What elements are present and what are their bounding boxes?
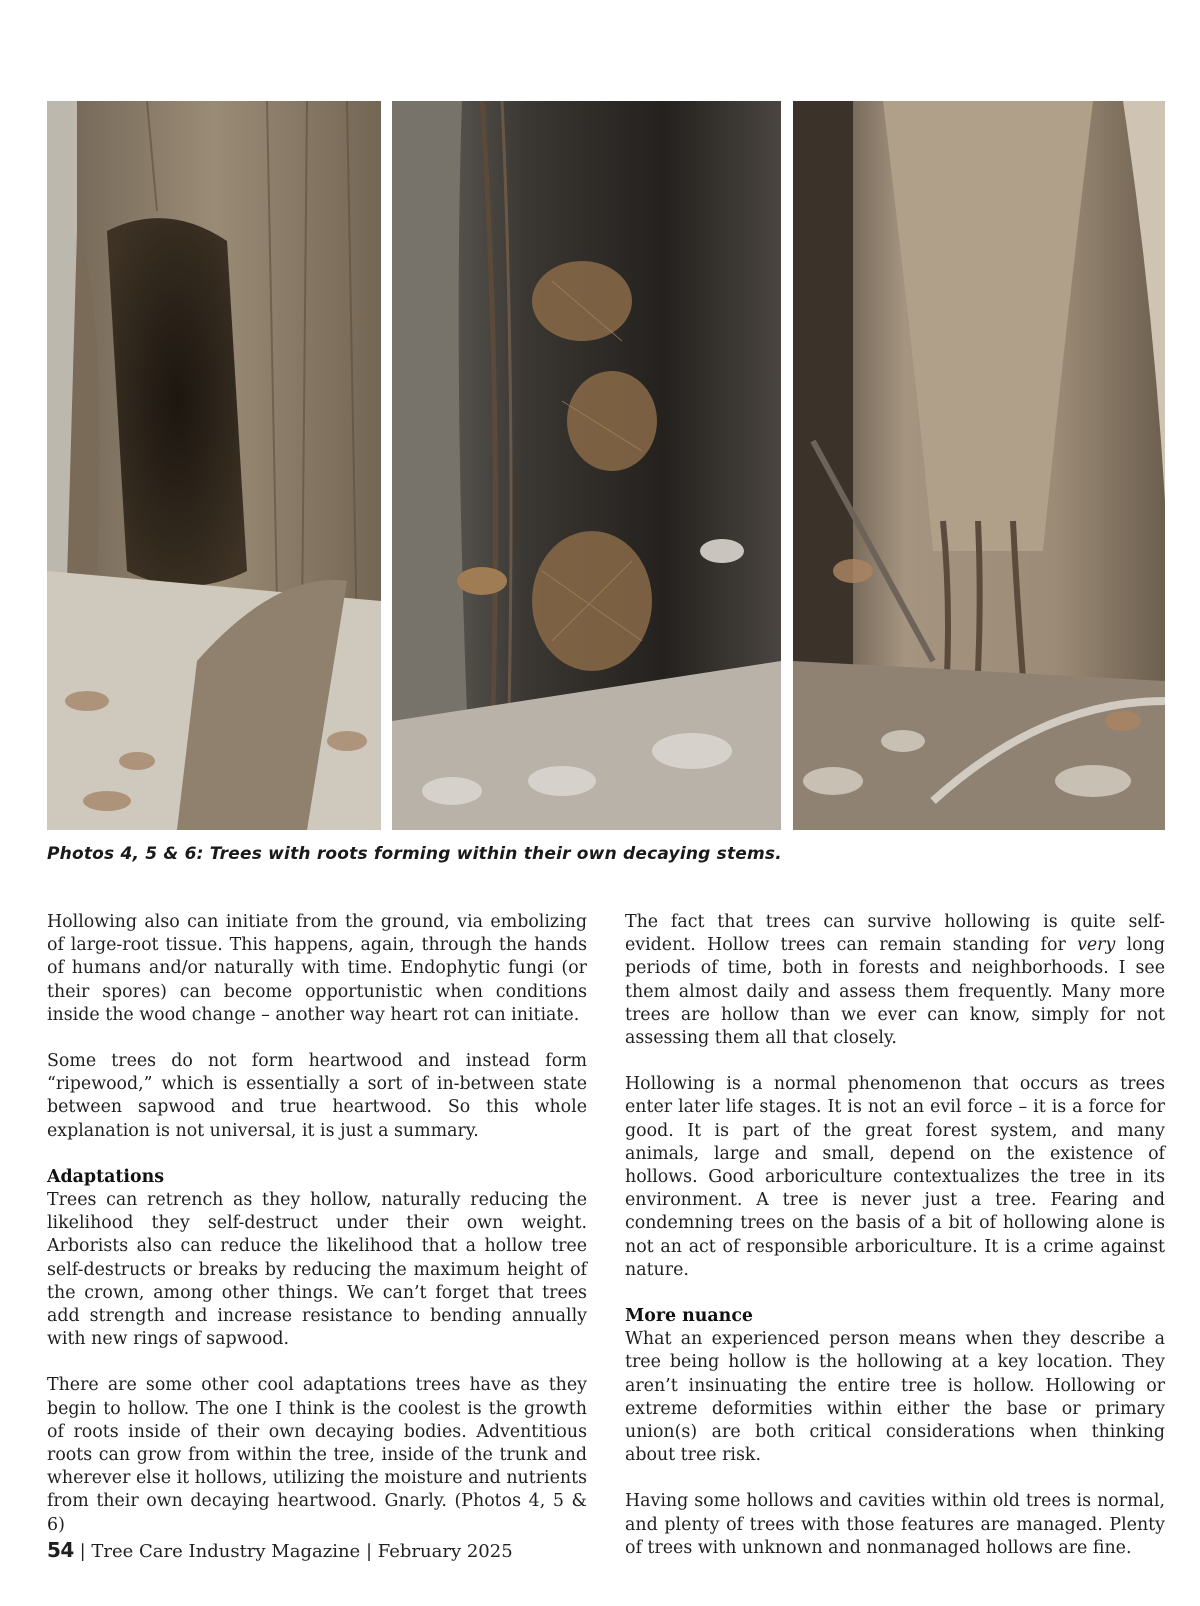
paragraph: Hollowing also can initiate from the ground, via embolizing of large-root tissue. This happens, again, through the hands of humans and/or naturally with time. Endophytic fungi (or their spores) can become opportunistic when conditions inside the wood change – another way heart rot can initiate.: [47, 912, 587, 1025]
page-number: 54: [47, 1538, 74, 1562]
issue-date: February 2025: [377, 1541, 513, 1562]
footer-separator: |: [365, 1541, 373, 1562]
photo-6: [793, 101, 1165, 830]
page-footer: [47, 1538, 513, 1562]
section-heading-more-nuance: More nuance: [625, 1306, 753, 1327]
text-span: long periods of time, both in forests and neighborhoods. I see them almost daily and assess them frequently. Many more trees are hollow than we ever can know, simply for not assessing them all that closely.: [625, 935, 1165, 1049]
paragraph: There are some other cool adaptations trees have as they begin to hollow. The one I think is the coolest is the growth of roots inside of their own decaying bodies. Adventitious roots can grow from within the tree, inside of the trunk and wherever else it hollows, utilizing the moisture and nutrients from their own decaying heartwood. Gnarly. (Photos 4, 5 & 6): [47, 1375, 587, 1535]
publication-name: Tree Care Industry Magazine: [91, 1541, 361, 1562]
paragraph: What an experienced person means when they describe a tree being hollow is the hollowing at a key location. They aren’t insinuating the entire tree is hollow. Hollowing or extreme deformities within either the base or primary union(s) are both critical considerations when thinking about tree risk.: [625, 1329, 1165, 1466]
paragraph: Trees can retrench as they hollow, naturally reducing the likelihood they self-destruct under their own weight. Arborists also can reduce the likelihood that a hollow tree self-destructs or breaks by reducing the maximum height of the crown, among other things. We can’t forget that trees add strength and increase resistance to bending annually with new rings of sapwood.: [47, 1190, 587, 1350]
emphasis: very: [1077, 935, 1116, 956]
photo-5: [392, 101, 781, 830]
paragraph: Hollowing is a normal phenomenon that occurs as trees enter later life stages. It is not an evil force – it is a force for good. It is part of the great forest system, and many animals, large and small, depend on the existence of hollows. Good arboriculture contextualizes the tree in its environment. A tree is never just a tree. Fearing and condemning trees on the basis of a bit of hollowing alone is not an act of responsible arboriculture. It is a crime against nature.: [625, 1074, 1165, 1280]
figure-caption: Photos 4, 5 & 6: Trees with roots forming within their own decaying stems.: [47, 844, 782, 864]
photo-4: [47, 101, 381, 830]
footer-separator: |: [79, 1541, 86, 1562]
text-span: The fact that trees can survive hollowing is quite self-evident. Hollow trees can remain standing for: [625, 912, 1165, 956]
right-column: [625, 911, 1165, 1560]
paragraph: Having some hollows and cavities within old trees is normal, and plenty of trees with those features are managed. Plenty of trees with unknown and nonmanaged hollows are fine.: [625, 1491, 1165, 1558]
paragraph: Some trees do not form heartwood and instead form “ripewood,” which is essentially a sort of in-between state between sapwood and true heartwood. So this whole explanation is not universal, it is just a summary.: [47, 1051, 587, 1141]
paragraph: [625, 911, 1165, 1050]
left-column: [47, 911, 587, 1537]
section-heading-adaptations: Adaptations: [47, 1166, 165, 1187]
